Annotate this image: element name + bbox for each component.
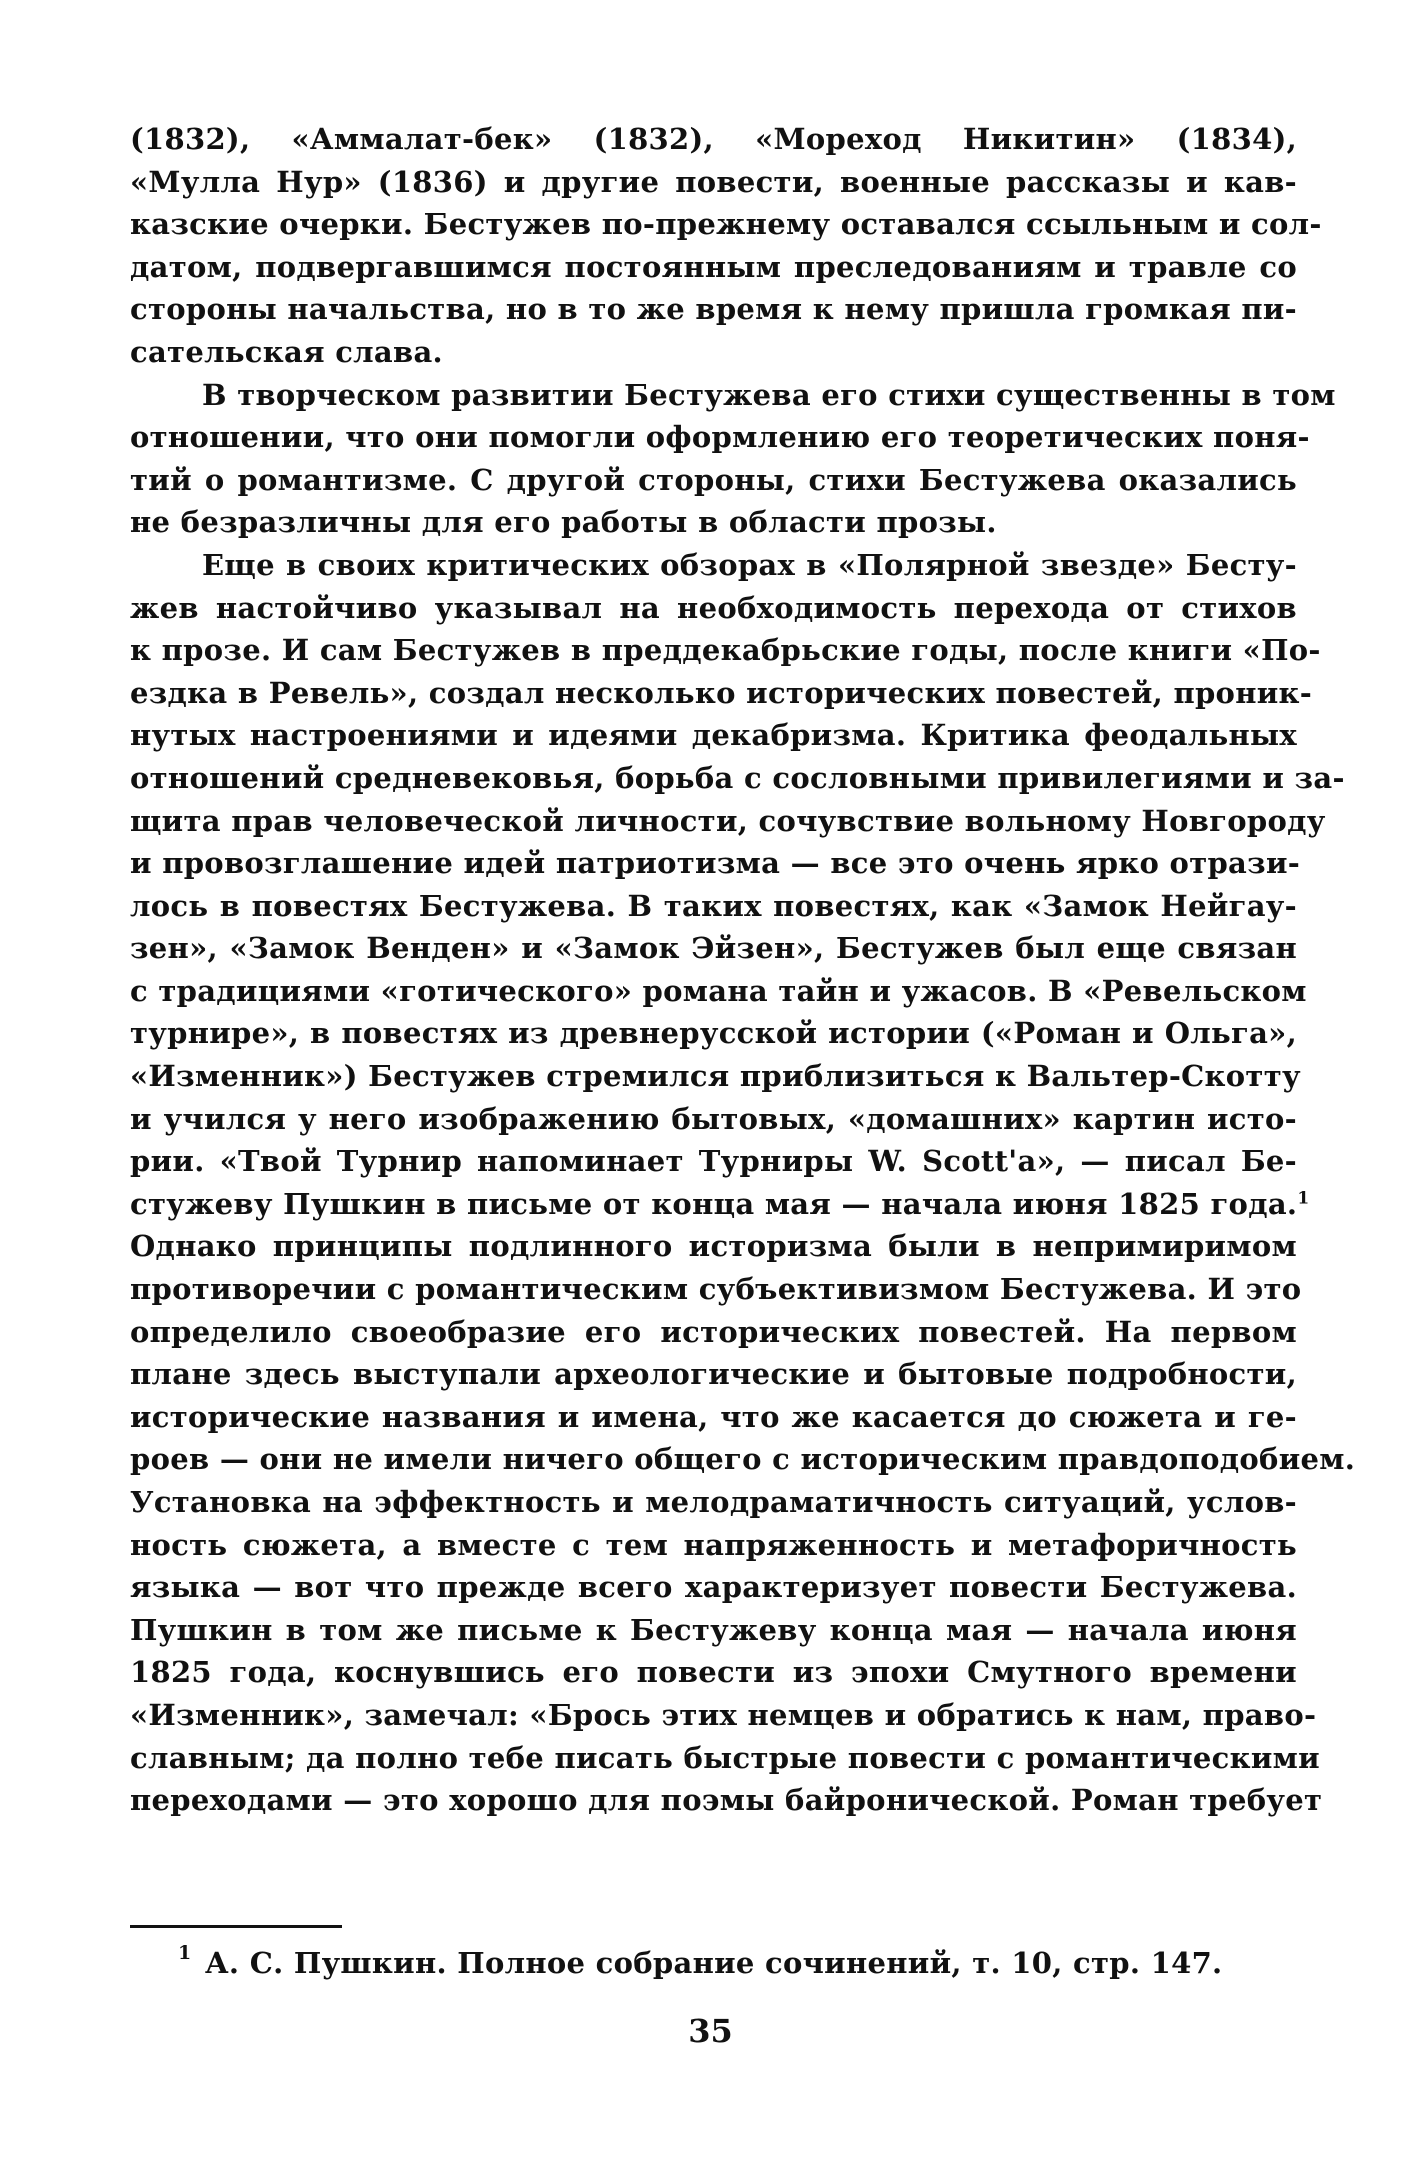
text-line: стороны начальства, но в то же время к нему пришла громкая пи- xyxy=(130,292,1297,327)
text-line: отношений средневековья, борьба с сословными привилегиями и за- xyxy=(130,760,1345,795)
text-line: исторические названия и имена, что же касается до сюжета и ге- xyxy=(130,1399,1297,1434)
footnote-text: А. С. Пушкин. Полное собрание сочинений, т. 10, стр. 147. xyxy=(205,1946,1223,1980)
text-line: славным; да полно тебе писать быстрые повести с романтическими xyxy=(130,1740,1320,1775)
text-line: (1832), «Аммалат-бек» (1832), «Мореход Никитин» (1834), xyxy=(130,122,1297,156)
text-line: определило своеобразие его исторических повестей. На первом xyxy=(130,1314,1297,1349)
text-line: и учился у него изображению бытовых, «домашних» картин исто- xyxy=(130,1101,1297,1136)
text-line: ездка в Ревель», создал несколько исторических повестей, проник- xyxy=(130,675,1313,710)
text-line: щита прав человеческой личности, сочувствие вольному Новгороду xyxy=(130,803,1326,838)
text-line: противоречии с романтическим субъективизмом Бестужева. И это xyxy=(130,1272,1302,1307)
text-line: зен», «Замок Венден» и «Замок Эйзен», Бестужев был еще связан xyxy=(130,931,1297,966)
text-line: казские очерки. Бестужев по-прежнему оставался ссыльным и сол- xyxy=(130,207,1322,242)
text-line: «Мулла Нур» (1836) и другие повести, военные рассказы и кав- xyxy=(130,164,1297,199)
text-line: не безразличны для его работы в области прозы. xyxy=(130,505,997,540)
text-line: «Изменник», замечал: «Брось этих немцев и обратись к нам, право- xyxy=(130,1697,1317,1732)
text-line: датом, подвергавшимся постоянным преследованиям и травле со xyxy=(130,249,1297,284)
text-line: В творческом развитии Бестужева его стихи существенны в том xyxy=(202,377,1336,412)
text-line: 1825 года, коснувшись его повести из эпохи Смутного времени xyxy=(130,1655,1297,1690)
text-line: рии. «Твой Турнир напоминает Турниры W. Scott'а», — писал Бе- xyxy=(130,1144,1297,1179)
footnote-reference[interactable]: 1 xyxy=(1297,1188,1310,1209)
footnote-divider xyxy=(130,1925,342,1928)
text-line: и провозглашение идей патриотизма — все это очень ярко отрази- xyxy=(130,846,1301,881)
text-line: ность сюжета, а вместе с тем напряженность и метафоричность xyxy=(130,1527,1297,1562)
text-line: языка — вот что прежде всего характеризует повести Бестужева. xyxy=(130,1570,1297,1605)
text-line: лось в повестях Бестужева. В таких повестях, как «Замок Нейгау- xyxy=(130,888,1297,923)
page-number: 35 xyxy=(688,2012,733,2050)
text-line: Однако принципы подлинного историзма были в непримиримом xyxy=(130,1229,1297,1264)
text-line: тий о романтизме. С другой стороны, стихи Бестужева оказались xyxy=(130,462,1297,497)
text-line: Пушкин в том же письме к Бестужеву конца мая — начала июня xyxy=(130,1612,1297,1647)
text-line: переходами — это хорошо для поэмы байронической. Роман требует xyxy=(130,1783,1323,1818)
footnote xyxy=(178,1942,1223,1980)
text-line: отношении, что они помогли оформлению его теоретических поня- xyxy=(130,420,1310,455)
text-line: нутых настроениями и идеями декабризма. Критика феодальных xyxy=(130,718,1297,753)
text-line: турнире», в повестях из древнерусской истории («Роман и Ольга», xyxy=(130,1016,1297,1051)
body-text xyxy=(130,118,1356,1822)
text-line: Установка на эффектность и мелодраматичность ситуаций, услов- xyxy=(130,1485,1297,1519)
text-line: с традициями «готического» романа тайн и ужасов. В «Ревельском xyxy=(130,973,1307,1008)
text-line: плане здесь выступали археологические и бытовые подробности, xyxy=(130,1357,1297,1392)
text-line: «Изменник») Бестужев стремился приблизиться к Вальтер-Скотту xyxy=(130,1059,1301,1094)
text-line: сательская слава. xyxy=(130,334,443,369)
text-line-with-footnote-ref xyxy=(130,1183,1310,1226)
footnote-mark: 1 xyxy=(178,1942,192,1964)
text-line-content: стужеву Пушкин в письме от конца мая — начала июня 1825 года. xyxy=(130,1186,1298,1221)
text-line: Еще в своих критических обзорах в «Полярной звезде» Бесту- xyxy=(202,547,1297,582)
text-line: жев настойчиво указывал на необходимость перехода от стихов xyxy=(130,590,1297,625)
text-line: роев — они не имели ничего общего с историческим правдоподобием. xyxy=(130,1442,1356,1477)
text-line: к прозе. И сам Бестужев в преддекабрьские годы, после книги «По- xyxy=(130,633,1321,668)
